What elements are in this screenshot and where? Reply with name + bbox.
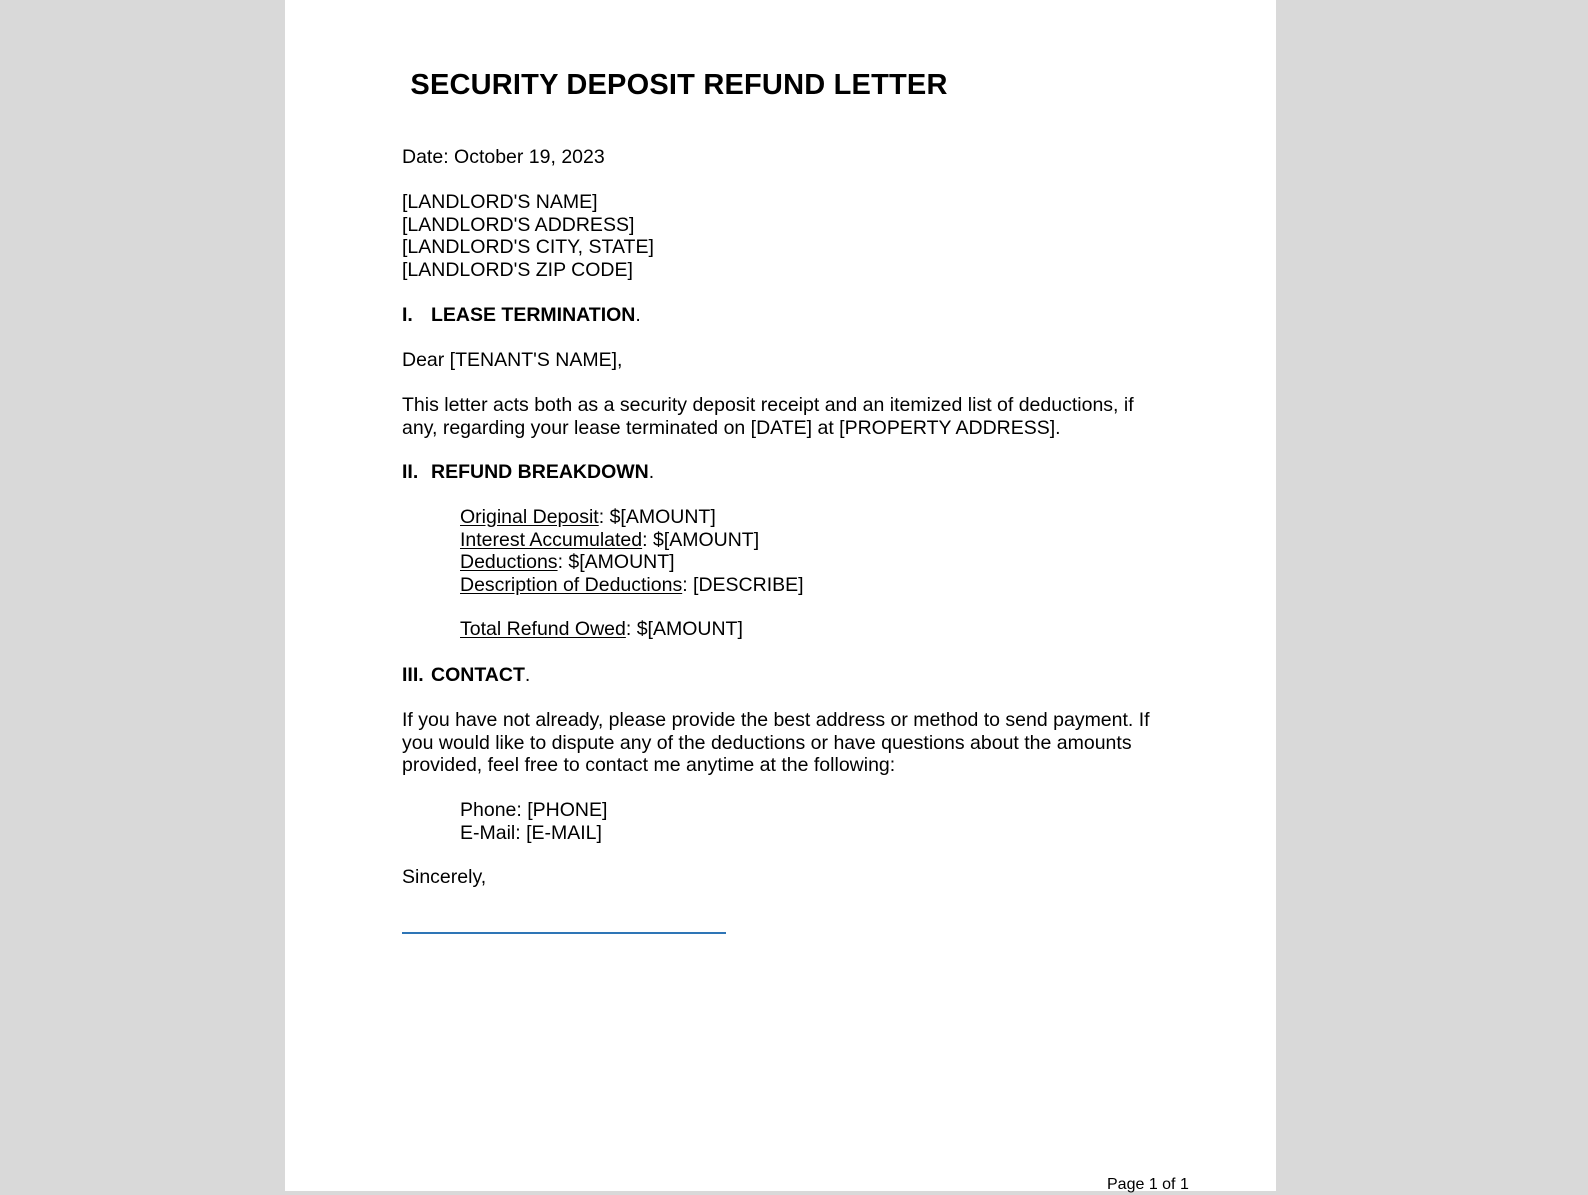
intro-paragraph — [402, 394, 1134, 439]
phone-line: Phone: [PHONE] — [460, 799, 608, 821]
breakdown-item-description — [460, 574, 804, 597]
landlord-address: [LANDLORD'S ADDRESS] — [402, 213, 635, 236]
section-number: II. — [402, 461, 419, 483]
landlord-city-state: [LANDLORD'S CITY, STATE] — [402, 236, 654, 258]
breakdown-item-interest — [460, 529, 804, 552]
landlord-address-block — [402, 191, 654, 281]
contact-details — [460, 799, 607, 844]
section-heading-lease-termination — [402, 304, 641, 327]
section-title: REFUND BREAKDOWN — [431, 461, 649, 483]
salutation: Dear [TENANT'S NAME], — [402, 349, 623, 371]
refund-breakdown-list — [460, 506, 804, 596]
total-refund-line — [460, 618, 743, 641]
section-heading-contact — [402, 664, 530, 687]
section-punct: . — [635, 304, 641, 326]
breakdown-label: Original Deposit — [460, 506, 599, 528]
breakdown-label: Deductions — [460, 551, 558, 573]
breakdown-value: : [DESCRIBE] — [682, 573, 804, 596]
section-number: III. — [402, 664, 424, 686]
breakdown-item-deductions — [460, 551, 804, 574]
section-punct: . — [524, 664, 531, 686]
intro-line: This letter acts both as a security deposit receipt and an itemized list of deductions, if — [402, 394, 1134, 416]
breakdown-item-original-deposit — [460, 506, 804, 529]
landlord-name: [LANDLORD'S NAME] — [402, 191, 598, 213]
email-line: E-Mail: [E-MAIL] — [460, 821, 602, 844]
contact-line: provided, feel free to contact me anytime at the following: — [402, 754, 896, 776]
breakdown-value: : $[AMOUNT] — [557, 551, 675, 573]
section-number: I. — [402, 304, 413, 326]
document-page — [285, 0, 1276, 1191]
intro-line: any, regarding your lease terminated on [DATE] at [PROPERTY ADDRESS]. — [402, 416, 1061, 439]
date-line: Date: October 19, 2023 — [402, 146, 605, 168]
total-value: : $[AMOUNT] — [625, 618, 743, 640]
section-title: LEASE TERMINATION — [431, 304, 636, 326]
total-label: Total Refund Owed — [460, 618, 626, 640]
document-title: SECURITY DEPOSIT REFUND LETTER — [410, 69, 948, 101]
contact-paragraph — [402, 709, 1150, 777]
contact-line: you would like to dispute any of the deductions or have questions about the amounts — [402, 731, 1132, 754]
breakdown-label: Description of Deductions — [460, 573, 683, 596]
landlord-zip: [LANDLORD'S ZIP CODE] — [402, 258, 633, 281]
section-heading-refund-breakdown — [402, 461, 654, 484]
breakdown-value: : $[AMOUNT] — [598, 506, 716, 528]
section-title: CONTACT — [431, 664, 525, 686]
closing: Sincerely, — [402, 866, 487, 888]
contact-line: If you have not already, please provide the best address or method to send payment. If — [402, 709, 1150, 731]
section-punct: . — [648, 461, 655, 483]
breakdown-value: : $[AMOUNT] — [642, 528, 760, 551]
page-number: Page 1 of 1 — [1107, 1176, 1189, 1193]
breakdown-label: Interest Accumulated — [460, 528, 643, 551]
signature-line — [402, 932, 726, 934]
